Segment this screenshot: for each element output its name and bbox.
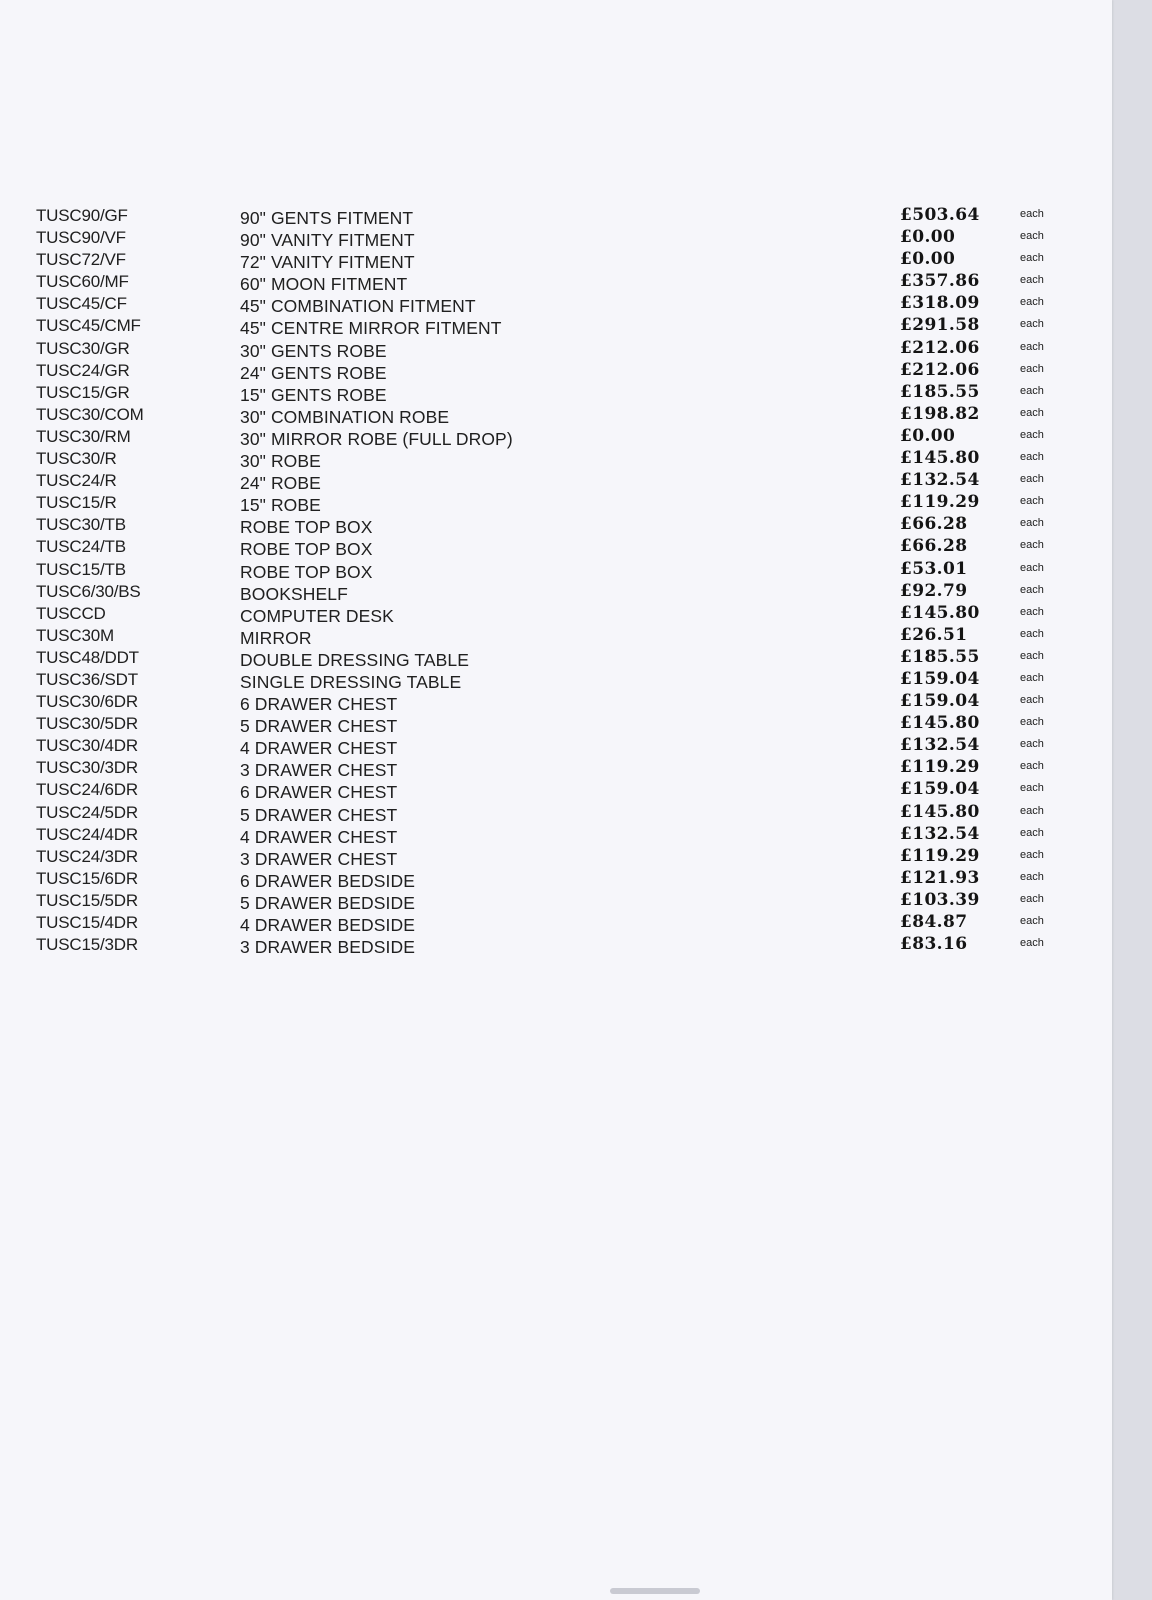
scan-edge-mark — [610, 1588, 700, 1594]
product-description: 24" GENTS ROBE — [240, 362, 387, 383]
product-code: TUSC15/GR — [36, 382, 130, 402]
price-unit: each — [1020, 318, 1044, 331]
product-price: £503.64 — [900, 205, 980, 225]
product-code: TUSC90/VF — [36, 228, 126, 248]
product-price: £66.28 — [900, 514, 968, 535]
price-unit: each — [1020, 362, 1044, 375]
price-unit: each — [1020, 870, 1044, 883]
price-list-row — [0, 582, 1112, 604]
price-unit: each — [1020, 274, 1044, 287]
price-list-row — [0, 825, 1112, 847]
product-description: ROBE TOP BOX — [240, 517, 373, 538]
product-code: TUSC24/5DR — [36, 802, 138, 822]
product-code: TUSC30M — [36, 625, 114, 645]
product-price: £357.86 — [900, 271, 980, 292]
product-description: DOUBLE DRESSING TABLE — [240, 649, 470, 670]
price-unit: each — [1020, 384, 1044, 397]
price-unit: each — [1020, 517, 1044, 530]
product-code: TUSC24/4DR — [36, 824, 138, 844]
product-code: TUSC48/DDT — [36, 647, 139, 667]
price-list-row — [0, 339, 1112, 361]
price-list-row — [0, 427, 1112, 449]
product-price: £66.28 — [900, 536, 968, 557]
product-code: TUSC45/CMF — [36, 316, 141, 336]
product-description: 15" GENTS ROBE — [240, 384, 387, 405]
product-description: 45" CENTRE MIRROR FITMENT — [240, 318, 502, 339]
product-code: TUSC24/3DR — [36, 846, 138, 866]
product-code: TUSC36/SDT — [36, 669, 138, 689]
price-list-row — [0, 471, 1112, 493]
price-unit: each — [1020, 473, 1044, 486]
price-list-row — [0, 272, 1112, 294]
product-price: £103.39 — [900, 889, 980, 910]
product-code: TUSC15/3DR — [36, 935, 138, 955]
product-description: BOOKSHELF — [240, 583, 348, 604]
price-list-row — [0, 316, 1112, 338]
price-unit: each — [1020, 915, 1044, 927]
price-list-row — [0, 515, 1112, 537]
product-price: £53.01 — [900, 558, 968, 579]
product-description: 3 DRAWER CHEST — [240, 760, 398, 781]
price-unit: each — [1020, 738, 1044, 751]
price-unit: each — [1020, 230, 1044, 243]
product-price: £119.29 — [900, 492, 980, 513]
price-unit: each — [1020, 848, 1044, 861]
product-description: 30" MIRROR ROBE (FULL DROP) — [240, 428, 513, 449]
product-code: TUSC30/COM — [36, 404, 144, 424]
price-list-row — [0, 383, 1112, 405]
product-price: £0.00 — [900, 425, 956, 446]
product-description: 45" COMBINATION FITMENT — [240, 296, 476, 317]
price-unit: each — [1020, 716, 1044, 729]
product-description: 30" COMBINATION ROBE — [240, 406, 450, 427]
product-code: TUSC60/MF — [36, 272, 129, 292]
price-list-row — [0, 714, 1112, 736]
price-list-row — [0, 780, 1112, 802]
product-description: 15" ROBE — [240, 495, 321, 516]
product-description: 6 DRAWER CHEST — [240, 782, 398, 803]
price-unit: each — [1020, 340, 1044, 353]
product-description: 4 DRAWER CHEST — [240, 738, 398, 759]
price-list-row — [0, 670, 1112, 692]
product-price: £185.55 — [900, 381, 980, 402]
product-price: £198.82 — [900, 403, 980, 424]
price-unit: each — [1020, 649, 1044, 662]
price-list-row — [0, 537, 1112, 559]
product-price: £0.00 — [900, 227, 956, 248]
price-unit: each — [1020, 760, 1044, 773]
product-description: 72" VANITY FITMENT — [240, 252, 415, 273]
product-price: £26.51 — [900, 624, 968, 645]
product-code: TUSC30/TB — [36, 515, 126, 535]
product-price: £212.06 — [900, 359, 980, 380]
product-price: £119.29 — [900, 845, 980, 866]
price-unit: each — [1020, 782, 1044, 795]
product-price: £185.55 — [900, 646, 980, 667]
price-unit: each — [1020, 428, 1044, 441]
price-list-row — [0, 692, 1112, 714]
product-price: £159.04 — [900, 668, 980, 689]
product-price: £119.29 — [900, 757, 980, 778]
price-unit: each — [1020, 495, 1044, 508]
product-price: £83.16 — [900, 934, 968, 955]
product-description: COMPUTER DESK — [240, 605, 394, 626]
price-list-row — [0, 869, 1112, 891]
price-unit: each — [1020, 937, 1044, 950]
price-list-row — [0, 206, 1112, 228]
product-description: 30" ROBE — [240, 451, 321, 472]
price-list-row — [0, 493, 1112, 515]
product-code: TUSC90/GF — [36, 206, 128, 225]
product-price: £145.80 — [900, 602, 980, 623]
price-list — [0, 206, 1112, 957]
product-description: ROBE TOP BOX — [240, 561, 373, 582]
product-description: SINGLE DRESSING TABLE — [240, 671, 462, 692]
product-code: TUSC24/R — [36, 471, 117, 491]
product-description: 90" VANITY FITMENT — [240, 230, 415, 251]
product-description: 30" GENTS ROBE — [240, 340, 387, 361]
price-unit: each — [1020, 671, 1044, 684]
product-description: 6 DRAWER BEDSIDE — [240, 870, 416, 891]
product-price: £132.54 — [900, 823, 980, 844]
product-code: TUSC30/5DR — [36, 714, 138, 734]
product-code: TUSC6/30/BS — [36, 581, 141, 601]
product-code: TUSC30/RM — [36, 426, 131, 446]
product-price: £121.93 — [900, 867, 980, 888]
product-description: 5 DRAWER CHEST — [240, 804, 398, 825]
product-description: 6 DRAWER CHEST — [240, 694, 398, 715]
price-list-row — [0, 891, 1112, 913]
product-code: TUSC24/TB — [36, 537, 126, 557]
price-unit: each — [1020, 208, 1044, 220]
price-unit: each — [1020, 892, 1044, 905]
price-unit: each — [1020, 627, 1044, 640]
price-unit: each — [1020, 694, 1044, 707]
price-list-row — [0, 913, 1112, 935]
price-list-row — [0, 803, 1112, 825]
price-unit: each — [1020, 583, 1044, 596]
price-list-row — [0, 847, 1112, 869]
product-price: £212.06 — [900, 337, 980, 358]
product-code: TUSC30/GR — [36, 338, 130, 358]
product-code: TUSC30/6DR — [36, 692, 138, 712]
product-price: £159.04 — [900, 779, 980, 800]
product-code: TUSC24/6DR — [36, 780, 138, 800]
product-description: 60" MOON FITMENT — [240, 274, 408, 295]
price-list-row — [0, 405, 1112, 427]
product-code: TUSCCD — [36, 603, 106, 623]
product-code: TUSC30/3DR — [36, 758, 138, 778]
price-list-row — [0, 736, 1112, 758]
product-price: £0.00 — [900, 249, 956, 270]
product-price: £145.80 — [900, 713, 980, 734]
product-price: £291.58 — [900, 315, 980, 336]
product-code: TUSC24/GR — [36, 360, 130, 380]
price-list-row — [0, 228, 1112, 250]
product-description: 90" GENTS FITMENT — [240, 208, 414, 228]
product-description: ROBE TOP BOX — [240, 539, 373, 560]
product-description: 5 DRAWER BEDSIDE — [240, 892, 416, 913]
product-description: 4 DRAWER CHEST — [240, 826, 398, 847]
product-code: TUSC72/VF — [36, 250, 126, 270]
product-code: TUSC30/4DR — [36, 736, 138, 756]
price-unit: each — [1020, 451, 1044, 464]
product-price: £145.80 — [900, 448, 980, 469]
product-code: TUSC15/R — [36, 493, 117, 513]
product-price: £159.04 — [900, 691, 980, 712]
price-list-row — [0, 560, 1112, 582]
price-list-row — [0, 935, 1112, 957]
product-code: TUSC15/6DR — [36, 868, 138, 888]
product-price: £132.54 — [900, 470, 980, 491]
price-list-row — [0, 294, 1112, 316]
product-code: TUSC15/5DR — [36, 890, 138, 910]
price-unit: each — [1020, 296, 1044, 309]
product-description: 3 DRAWER BEDSIDE — [240, 937, 416, 958]
product-code: TUSC30/R — [36, 449, 117, 469]
product-price: £132.54 — [900, 735, 980, 756]
product-description: 3 DRAWER CHEST — [240, 848, 398, 869]
product-code: TUSC15/4DR — [36, 913, 138, 932]
product-price: £318.09 — [900, 293, 980, 314]
product-price: £84.87 — [900, 912, 968, 932]
price-unit: each — [1020, 605, 1044, 618]
product-description: MIRROR — [240, 627, 312, 648]
price-list-row — [0, 648, 1112, 670]
price-list-row — [0, 449, 1112, 471]
price-unit: each — [1020, 252, 1044, 265]
price-unit: each — [1020, 804, 1044, 817]
price-list-row — [0, 361, 1112, 383]
price-list-row — [0, 604, 1112, 626]
product-description: 5 DRAWER CHEST — [240, 716, 398, 737]
price-list-row — [0, 626, 1112, 648]
price-list-row — [0, 250, 1112, 272]
price-unit: each — [1020, 561, 1044, 574]
price-unit: each — [1020, 406, 1044, 419]
product-price: £92.79 — [900, 580, 968, 601]
product-price: £145.80 — [900, 801, 980, 822]
price-unit: each — [1020, 539, 1044, 552]
product-description: 4 DRAWER BEDSIDE — [240, 915, 416, 935]
price-list-row — [0, 758, 1112, 780]
price-unit: each — [1020, 826, 1044, 839]
product-code: TUSC15/TB — [36, 559, 126, 579]
product-description: 24" ROBE — [240, 473, 321, 494]
product-code: TUSC45/CF — [36, 294, 127, 314]
